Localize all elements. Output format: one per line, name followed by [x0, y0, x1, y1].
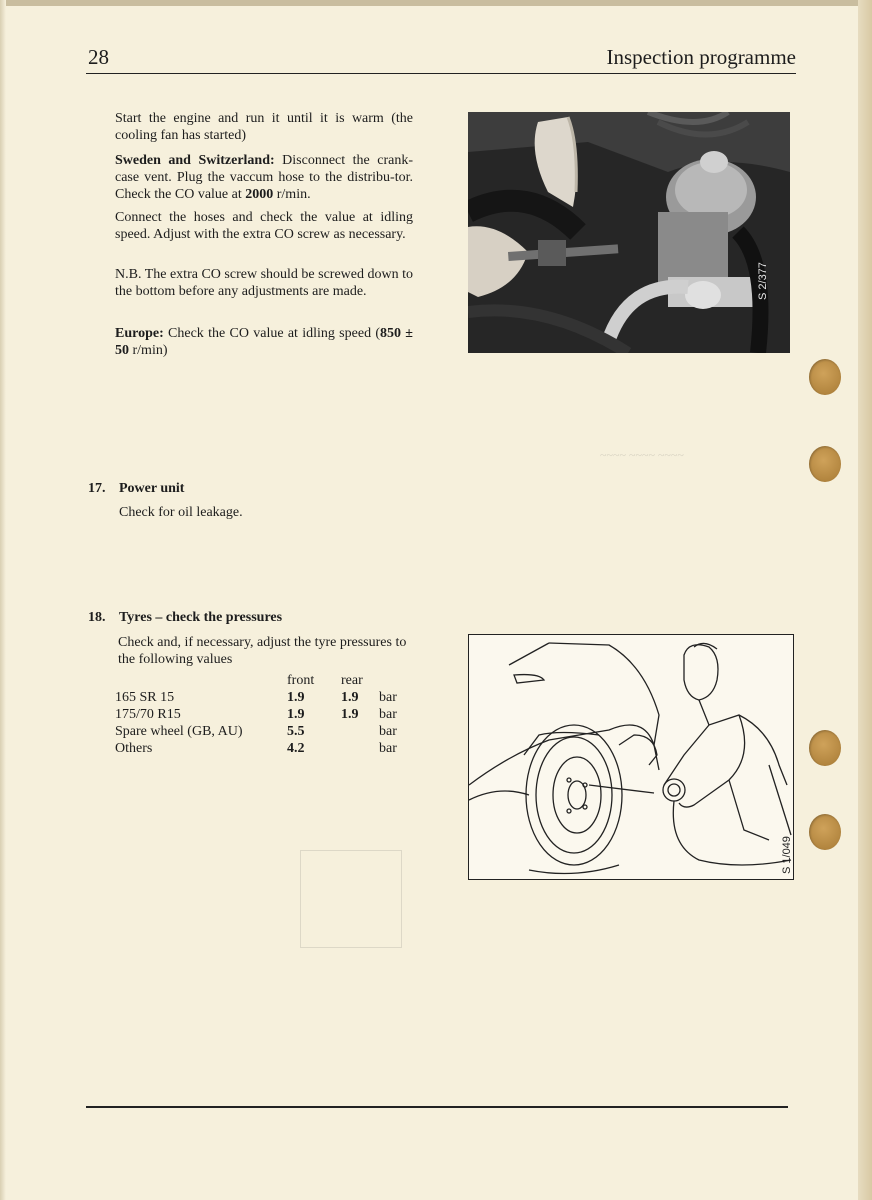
- rear-pressure: 1.9: [341, 690, 359, 705]
- co-paragraph-nb: N.B. The extra CO screw should be screwed down to the bottom before any adjustments are made.: [115, 267, 413, 299]
- rear-pressure: [341, 724, 379, 741]
- table-row: [115, 707, 409, 724]
- sweden-label: Sweden and Switzerland:: [115, 153, 275, 168]
- section-18-intro: Check and, if necessary, adjust the tyre pressures to the following values: [118, 635, 407, 667]
- section-17-text: Check for oil leakage.: [119, 505, 243, 520]
- bleed-through-box: [300, 850, 402, 948]
- binder-hole: [809, 730, 841, 766]
- page-title: Inspection programme: [606, 45, 796, 69]
- col-front-header: front: [287, 673, 315, 688]
- section-17-number: 17.: [88, 481, 106, 496]
- binder-hole: [809, 446, 841, 482]
- page-right-edge: [858, 0, 872, 1200]
- drawing-reference-code: S 1/049: [781, 836, 793, 874]
- co-paragraph-connect-hoses: Connect the hoses and check the value at idling speed. Adjust with the extra CO screw as necessary.: [115, 210, 413, 242]
- table-row: [115, 724, 409, 741]
- engine-photo: [468, 112, 790, 353]
- engine-photo-illustration: [468, 112, 790, 353]
- table-row: [115, 741, 409, 758]
- front-pressure: 4.2: [287, 741, 305, 756]
- section-18-number: 18.: [88, 610, 106, 625]
- co-paragraph-europe: [115, 325, 413, 359]
- header-rule: [86, 73, 796, 74]
- page-top-edge: [0, 0, 872, 6]
- tyre-drawing-illustration: [469, 635, 793, 879]
- photo-reference-code: S 2/377: [757, 262, 769, 300]
- pressure-unit: bar: [379, 690, 397, 705]
- tyre-label: Spare wheel (GB, AU): [115, 724, 243, 739]
- pressure-unit: bar: [379, 707, 397, 722]
- sweden-text: Disconnect the crank-case vent. Plug the vaccum hose to the distribu-tor. Check the CO value at: [115, 153, 413, 202]
- footer-rule: [86, 1106, 788, 1108]
- europe-text-end: r/min): [129, 343, 168, 358]
- sweden-text-end: r/min.: [273, 187, 311, 202]
- section-17-title: Power unit: [119, 481, 185, 496]
- pressure-unit: bar: [379, 741, 397, 756]
- binder-hole: [809, 814, 841, 850]
- europe-rpm: 850 ± 50: [115, 326, 413, 358]
- europe-text: Check the CO value at idling speed (: [163, 326, 381, 341]
- tyre-label: 175/70 R15: [115, 707, 181, 722]
- rear-pressure: 1.9: [341, 707, 359, 722]
- sweden-rpm: 2000: [245, 187, 274, 202]
- rear-pressure: [341, 741, 379, 758]
- tyre-pressure-drawing: [468, 634, 794, 880]
- bleed-through-text: ~~~~ ~~~~ ~~~~: [600, 448, 684, 462]
- binder-hole: [809, 359, 841, 395]
- section-18-title: Tyres – check the pressures: [119, 610, 283, 625]
- table-header-row: [115, 673, 409, 690]
- front-pressure: 5.5: [287, 724, 305, 739]
- front-pressure: 1.9: [287, 707, 305, 722]
- col-rear-header: rear: [341, 673, 363, 688]
- front-pressure: 1.9: [287, 690, 305, 705]
- tyre-label: Others: [115, 741, 153, 756]
- tyre-label: 165 SR 15: [115, 690, 175, 705]
- page-number: 28: [88, 45, 109, 69]
- co-paragraph-sweden: [115, 152, 413, 203]
- page-left-edge: [0, 0, 6, 1200]
- table-row: [115, 690, 409, 707]
- pressure-unit: bar: [379, 724, 397, 739]
- europe-label: Europe:: [115, 326, 164, 341]
- co-paragraph-warm-engine: Start the engine and run it until it is warm (the cooling fan has started): [115, 111, 413, 143]
- tyre-pressure-table: [115, 673, 409, 758]
